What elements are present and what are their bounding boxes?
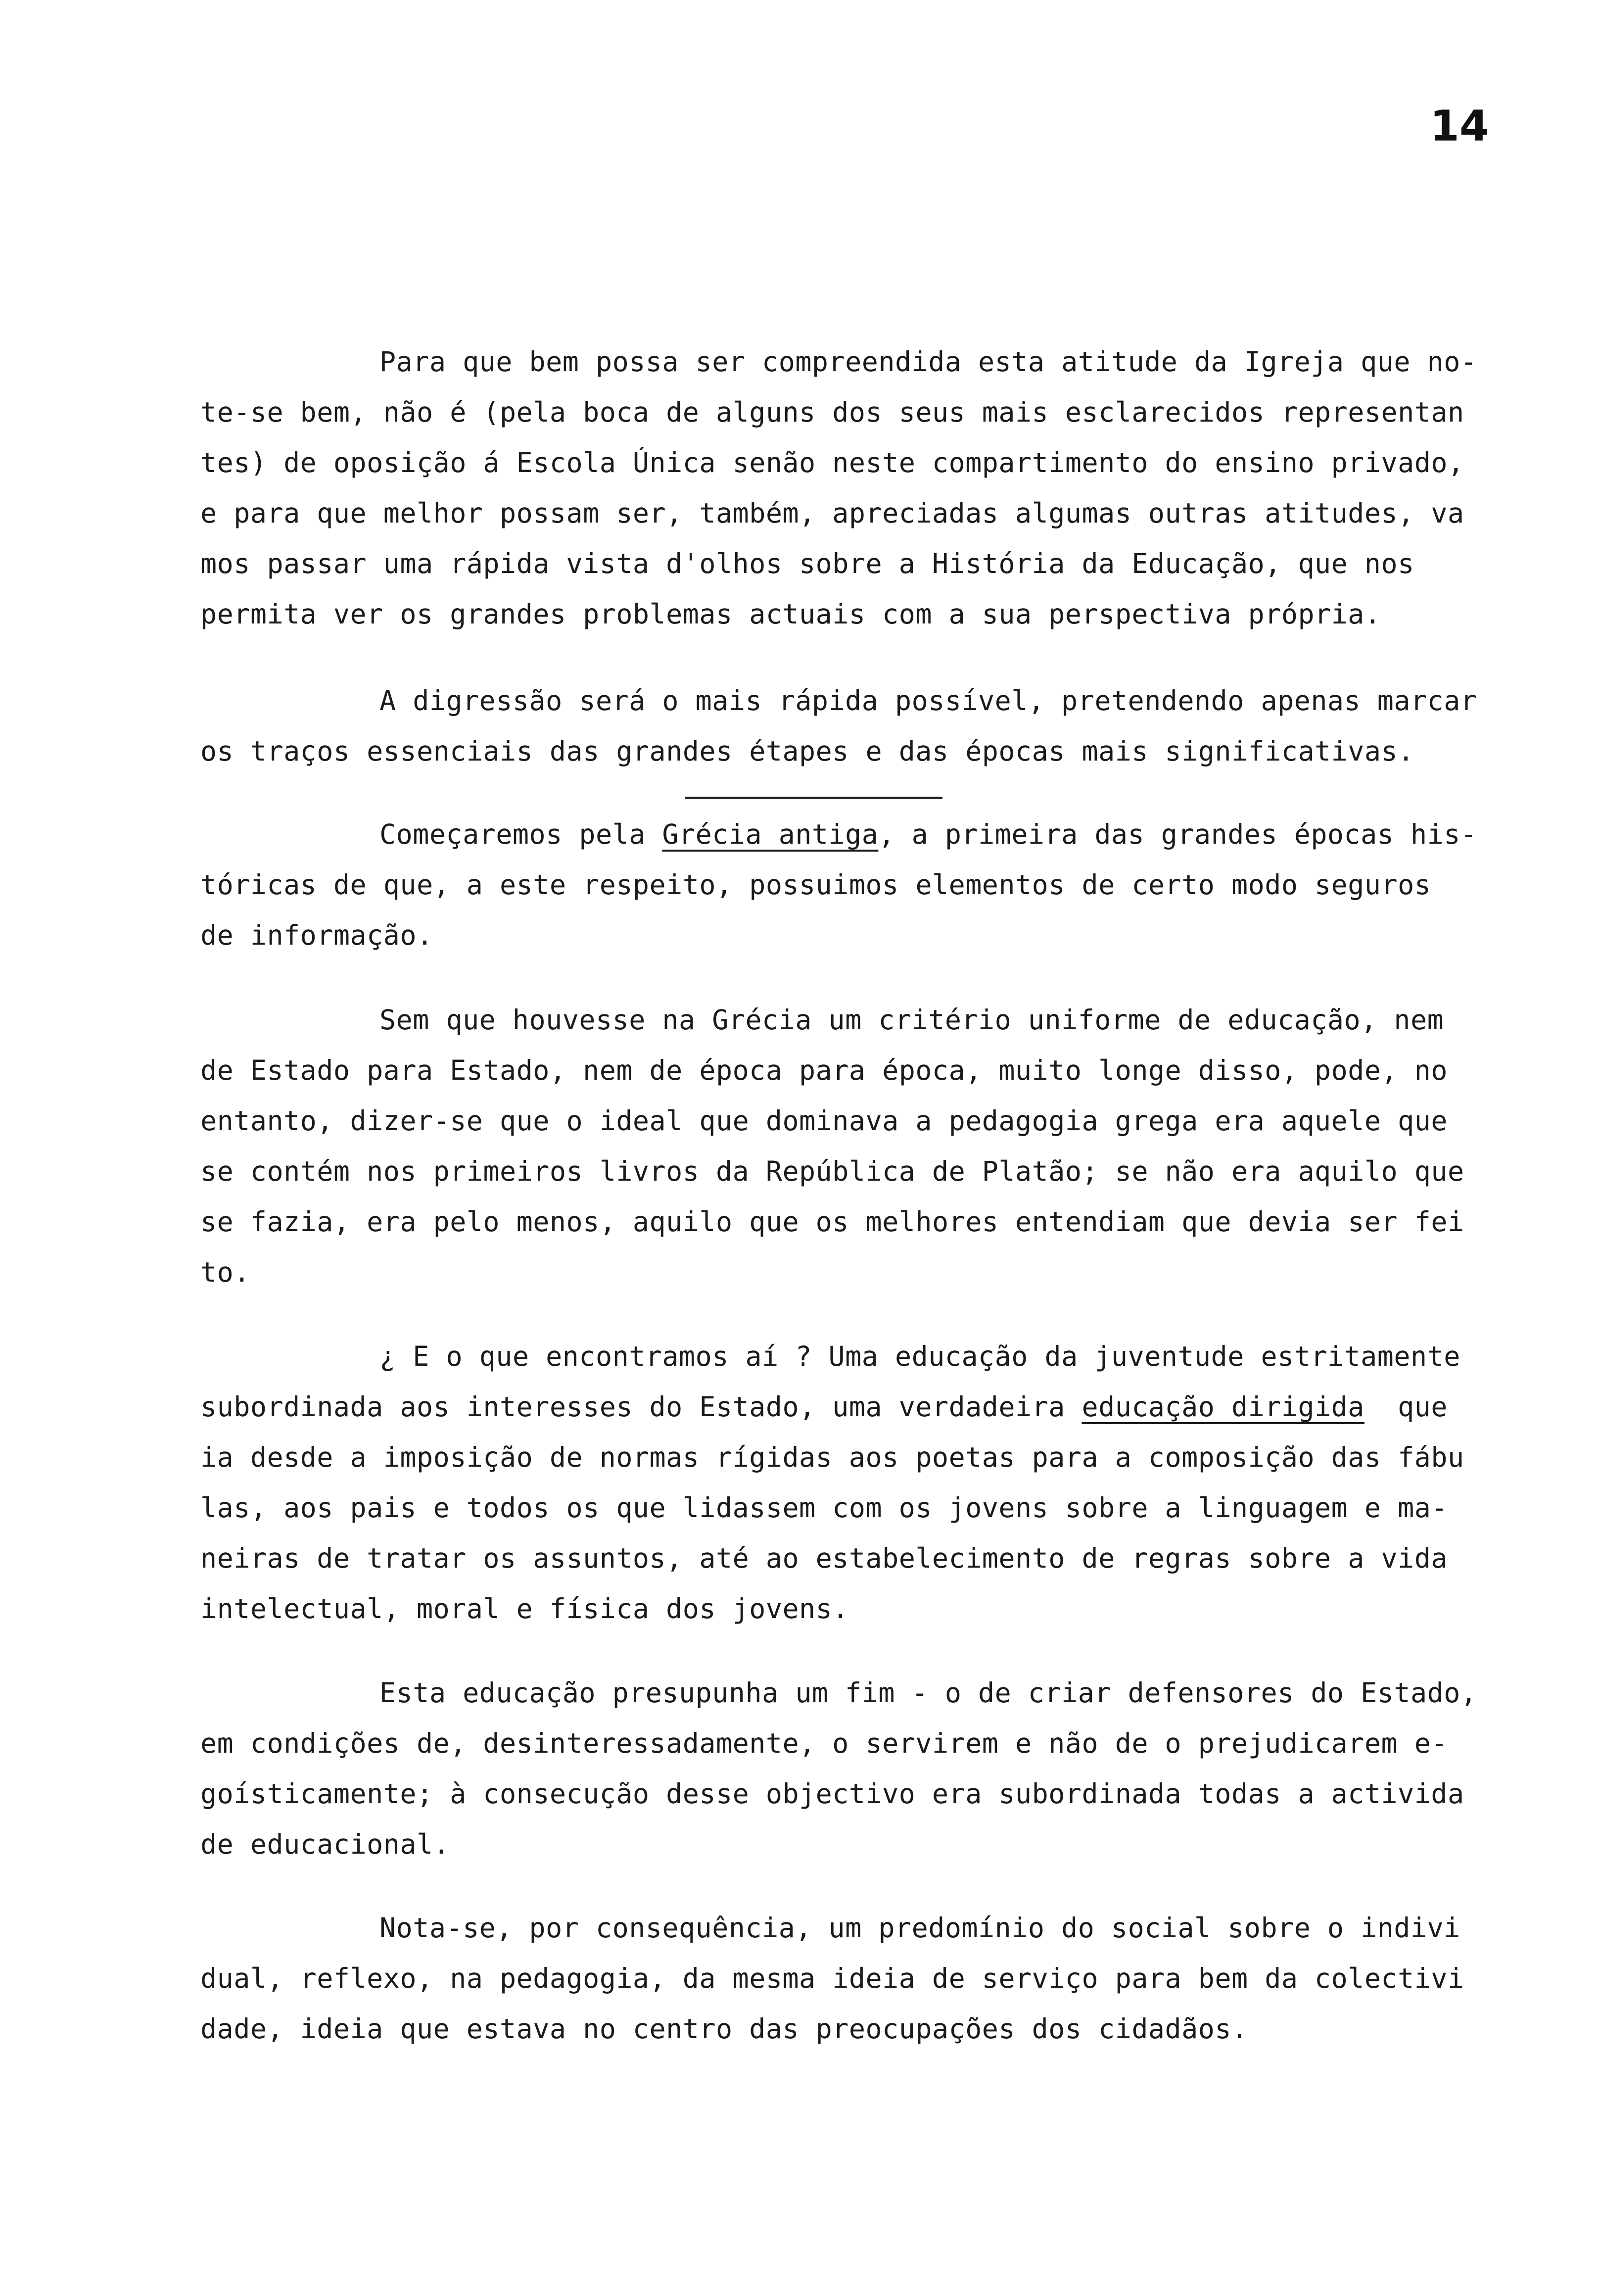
text-line bbox=[200, 809, 1576, 860]
paragraph-1 bbox=[200, 336, 1576, 639]
section-divider bbox=[685, 797, 942, 799]
text-segment: subordinada aos interesses do Estado, uma verdadeira bbox=[200, 1391, 1082, 1423]
text-line: intelectual, moral e física dos jovens. bbox=[200, 1593, 849, 1625]
text-line: ia desde a imposição de normas rígidas aos poetas para a composição das fábu bbox=[200, 1441, 1464, 1473]
text-line: de educacional. bbox=[200, 1828, 450, 1860]
text-line: e para que melhor possam ser, também, apreciadas algumas outras atitudes, va bbox=[200, 497, 1464, 529]
paragraph-2 bbox=[200, 675, 1576, 776]
text-line: os traços essenciais das grandes étapes e das épocas mais significativas. bbox=[200, 735, 1414, 767]
text-line: A digressão será o mais rápida possível, pretendendo apenas marcar bbox=[379, 685, 1477, 717]
text-line: se fazia, era pelo menos, aquilo que os melhores entendiam que devia ser fei bbox=[200, 1206, 1464, 1238]
text-line: tes) de oposição á Escola Única senão neste compartimento do ensino privado, bbox=[200, 447, 1464, 478]
text-line: dual, reflexo, na pedagogia, da mesma ideia de serviço para bem da colectivi bbox=[200, 1962, 1464, 1994]
paragraph-4 bbox=[200, 995, 1576, 1297]
text-line: Sem que houvesse na Grécia um critério uniforme de educação, nem bbox=[379, 1004, 1444, 1036]
paragraph-7 bbox=[200, 1903, 1576, 2054]
text-segment: , a primeira das grandes épocas his- bbox=[878, 818, 1477, 850]
text-line: te-se bem, não é (pela boca de alguns dos seus mais esclarecidos representan bbox=[200, 396, 1464, 428]
text-line: Para que bem possa ser compreendida esta atitude da Igreja que no- bbox=[379, 346, 1477, 378]
underlined-term: educação dirigida bbox=[1082, 1391, 1364, 1423]
text-line: Nota-se, por consequência, um predomínio do social sobre o indivi bbox=[379, 1912, 1460, 1944]
text-line: goísticamente; à consecução desse objectivo era subordinada todas a activida bbox=[200, 1778, 1464, 1810]
text-line: se contém nos primeiros livros da República de Platão; se não era aquilo que bbox=[200, 1155, 1464, 1187]
text-line: Esta educação presupunha um fim - o de criar defensores do Estado, bbox=[379, 1677, 1477, 1709]
text-segment: Começaremos pela bbox=[379, 818, 662, 850]
page-number: 14 bbox=[1430, 101, 1489, 151]
text-line: ¿ E o que encontramos aí ? Uma educação da juventude estritamente bbox=[379, 1340, 1460, 1372]
text-line: mos passar uma rápida vista d'olhos sobre a História da Educação, que nos bbox=[200, 548, 1414, 579]
text-line: entanto, dizer-se que o ideal que dominava a pedagogia grega era aquele que bbox=[200, 1105, 1448, 1137]
text-line: permita ver os grandes problemas actuais com a sua perspectiva própria. bbox=[200, 598, 1381, 630]
text-line: tóricas de que, a este respeito, possuimos elementos de certo modo seguros bbox=[200, 869, 1431, 901]
paragraph-6 bbox=[200, 1668, 1576, 1869]
text-line: dade, ideia que estava no centro das preocupações dos cidadãos. bbox=[200, 2013, 1248, 2045]
text-line bbox=[200, 1382, 1576, 1432]
underlined-term: Grécia antiga bbox=[662, 818, 879, 850]
text-line: to. bbox=[200, 1256, 250, 1288]
paragraph-5 bbox=[200, 1331, 1576, 1634]
text-segment: que bbox=[1364, 1391, 1448, 1423]
text-line: em condições de, desinteressadamente, o servirem e não de o prejudicarem e- bbox=[200, 1727, 1448, 1759]
text-line: de informação. bbox=[200, 919, 433, 951]
paragraph-3 bbox=[200, 809, 1576, 960]
text-line: las, aos pais e todos os que lidassem com os jovens sobre a linguagem e ma- bbox=[200, 1492, 1448, 1524]
text-line: de Estado para Estado, nem de época para época, muito longe disso, pode, no bbox=[200, 1054, 1448, 1086]
text-line: neiras de tratar os assuntos, até ao estabelecimento de regras sobre a vida bbox=[200, 1542, 1448, 1574]
